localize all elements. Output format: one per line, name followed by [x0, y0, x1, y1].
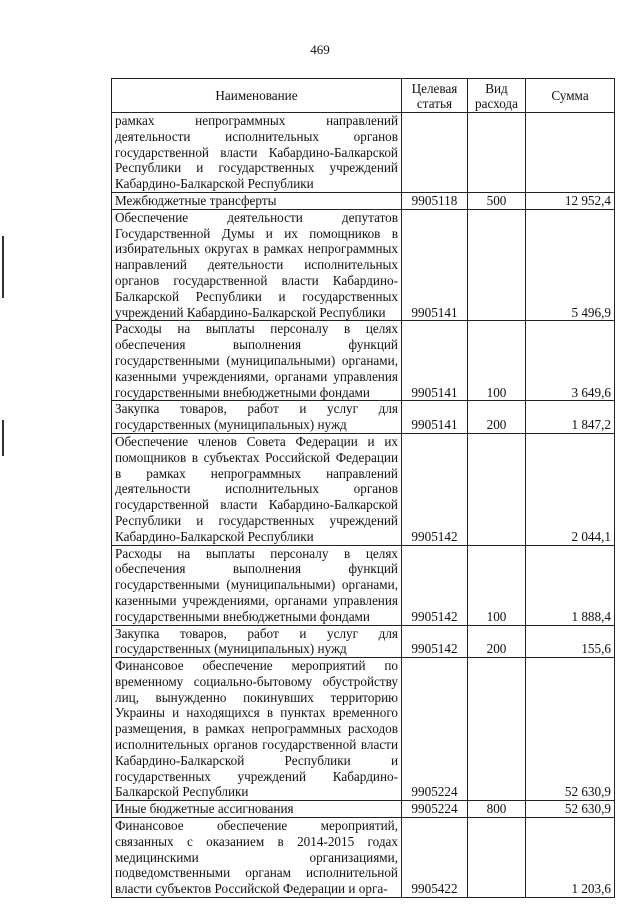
- header-sum: Сумма: [526, 79, 615, 113]
- cell-name: Обеспечение деятельности депутатов Государственной Думы и их помощников в избирательных округах в рамках непрограммных направлений деятельности исполнительных органов государственной власти Кабардино-Балкарской Республики и государственных учреждений Кабардино-Балкарской Республики: [112, 209, 402, 321]
- cell-name: Иные бюджетные ассигнования: [112, 801, 402, 818]
- table-row: [112, 209, 615, 321]
- cell-sum: 1 847,2: [526, 401, 615, 434]
- cell-article: 9905422: [402, 818, 468, 898]
- cell-expense-type: 800: [468, 801, 526, 818]
- cell-expense-type: [468, 658, 526, 801]
- cell-sum: 2 044,1: [526, 433, 615, 545]
- table-header-row: [112, 79, 615, 113]
- cell-sum: 155,6: [526, 625, 615, 658]
- table-row: [112, 545, 615, 625]
- cell-name: Закупка товаров, работ и услуг для государственных (муниципальных) нужд: [112, 401, 402, 434]
- margin-mark: [2, 420, 4, 456]
- cell-article: 9905224: [402, 658, 468, 801]
- cell-article: [402, 113, 468, 193]
- cell-article: 9905224: [402, 801, 468, 818]
- cell-name: Финансовое обеспечение мероприятий по временному социально-бытовому обустройству лиц, вынужденно покинувших территорию Украины и находящихся в пунктах временного размещения, в рамках непрограммных расходов исполнительных органов государственной власти Кабардино-Балкарской Республики и государственных учреждений Кабардино-Балкарской Республики: [112, 658, 402, 801]
- cell-name: Расходы на выплаты персоналу в целях обеспечения выполнения функций государственными (муниципальными) органами, казенными учреждениями, органами управления государственными внебюджетными фондами: [112, 321, 402, 401]
- cell-sum: 1 888,4: [526, 545, 615, 625]
- table-row: [112, 818, 615, 898]
- table-row: [112, 113, 615, 193]
- table-row: [112, 321, 615, 401]
- cell-article: 9905141: [402, 209, 468, 321]
- cell-expense-type: 200: [468, 625, 526, 658]
- cell-sum: 12 952,4: [526, 192, 615, 209]
- cell-sum: [526, 113, 615, 193]
- cell-name: рамках непрограммных направлений деятельности исполнительных органов государственной власти Кабардино-Балкарской Республики и государственных учреждений Кабардино-Балкарской Республики: [112, 113, 402, 193]
- header-name: Наименование: [112, 79, 402, 113]
- cell-name: Финансовое обеспечение мероприятий, связанных с оказанием в 2014-2015 годах медицинскими организациями, подведомственными органам исполнительной власти субъектов Российской Федерации и орга-: [112, 818, 402, 898]
- cell-article: 9905118: [402, 192, 468, 209]
- table-row: [112, 433, 615, 545]
- margin-mark: [2, 236, 4, 298]
- cell-name: Межбюджетные трансферты: [112, 192, 402, 209]
- table-row: [112, 801, 615, 818]
- cell-expense-type: [468, 113, 526, 193]
- cell-expense-type: 100: [468, 545, 526, 625]
- cell-name: Обеспечение членов Совета Федерации и их помощников в субъектах Российской Федерации в рамках непрограммных направлений деятельности исполнительных органов государственной власти Кабардино-Балкарской Республики и государственных учреждений Кабардино-Балкарской Республики: [112, 433, 402, 545]
- cell-sum: 1 203,6: [526, 818, 615, 898]
- cell-expense-type: [468, 209, 526, 321]
- table-row: [112, 401, 615, 434]
- table-row: [112, 192, 615, 209]
- cell-expense-type: 200: [468, 401, 526, 434]
- budget-table: [111, 78, 615, 898]
- cell-name: Закупка товаров, работ и услуг для государственных (муниципальных) нужд: [112, 625, 402, 658]
- cell-article: 9905142: [402, 433, 468, 545]
- cell-expense-type: [468, 433, 526, 545]
- cell-sum: 5 496,9: [526, 209, 615, 321]
- cell-name: Расходы на выплаты персоналу в целях обеспечения выполнения функций государственными (муниципальными) органами, казенными учреждениями, органами управления государственными внебюджетными фондами: [112, 545, 402, 625]
- header-article: Целевая статья: [402, 79, 468, 113]
- cell-article: 9905141: [402, 321, 468, 401]
- cell-expense-type: 500: [468, 192, 526, 209]
- page-number: 469: [310, 42, 330, 57]
- cell-expense-type: 100: [468, 321, 526, 401]
- cell-article: 9905142: [402, 625, 468, 658]
- cell-article: 9905141: [402, 401, 468, 434]
- cell-expense-type: [468, 818, 526, 898]
- cell-sum: 52 630,9: [526, 658, 615, 801]
- cell-article: 9905142: [402, 545, 468, 625]
- cell-sum: 3 649,6: [526, 321, 615, 401]
- table-row: [112, 625, 615, 658]
- cell-sum: 52 630,9: [526, 801, 615, 818]
- header-expense-type: Вид расхода: [468, 79, 526, 113]
- table-row: [112, 658, 615, 801]
